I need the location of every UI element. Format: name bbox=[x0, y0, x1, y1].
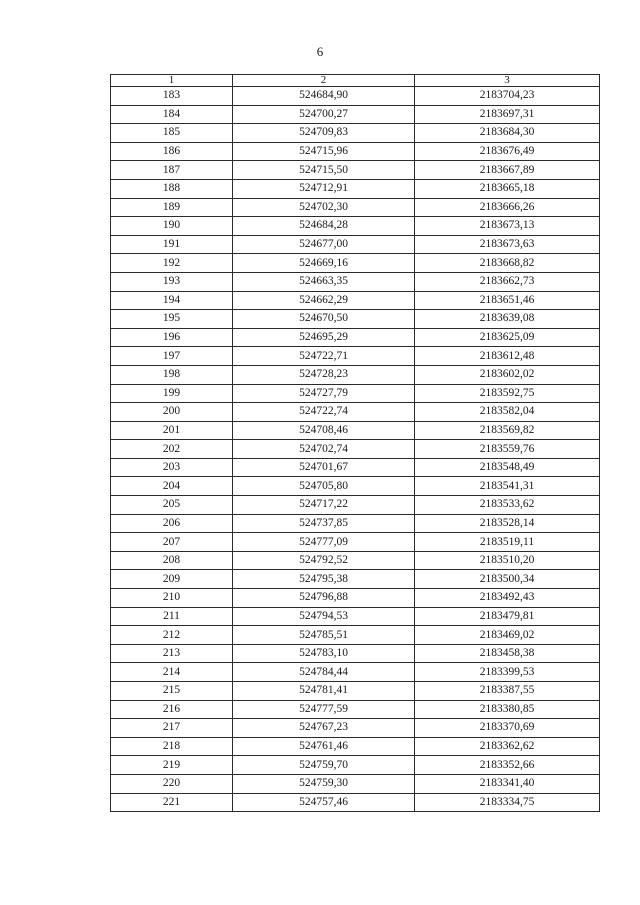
table-row bbox=[111, 719, 600, 738]
cell-y-coordinate: 2183569,82 bbox=[415, 421, 600, 440]
table-row bbox=[111, 403, 600, 422]
page-number: 6 bbox=[316, 44, 324, 59]
cell-x-coordinate: 524727,79 bbox=[233, 384, 415, 403]
table-row bbox=[111, 142, 600, 161]
table-row bbox=[111, 235, 600, 254]
cell-y-coordinate: 2183612,48 bbox=[415, 347, 600, 366]
cell-point-number: 217 bbox=[111, 719, 233, 738]
table-row bbox=[111, 682, 600, 701]
cell-point-number: 200 bbox=[111, 403, 233, 422]
table-row bbox=[111, 663, 600, 682]
cell-x-coordinate: 524767,23 bbox=[233, 719, 415, 738]
cell-point-number: 188 bbox=[111, 179, 233, 198]
cell-y-coordinate: 2183399,53 bbox=[415, 663, 600, 682]
cell-y-coordinate: 2183666,26 bbox=[415, 198, 600, 217]
cell-y-coordinate: 2183519,11 bbox=[415, 533, 600, 552]
table-row bbox=[111, 87, 600, 106]
table-row bbox=[111, 774, 600, 793]
cell-y-coordinate: 2183697,31 bbox=[415, 105, 600, 124]
cell-y-coordinate: 2183492,43 bbox=[415, 589, 600, 608]
cell-y-coordinate: 2183668,82 bbox=[415, 254, 600, 273]
cell-y-coordinate: 2183582,04 bbox=[415, 403, 600, 422]
cell-x-coordinate: 524700,27 bbox=[233, 105, 415, 124]
cell-x-coordinate: 524701,67 bbox=[233, 458, 415, 477]
table-row bbox=[111, 700, 600, 719]
header-cell-x: 2 bbox=[233, 75, 415, 87]
cell-x-coordinate: 524662,29 bbox=[233, 291, 415, 310]
cell-point-number: 204 bbox=[111, 477, 233, 496]
cell-x-coordinate: 524737,85 bbox=[233, 514, 415, 533]
table-row bbox=[111, 514, 600, 533]
cell-y-coordinate: 2183469,02 bbox=[415, 626, 600, 645]
cell-x-coordinate: 524702,30 bbox=[233, 198, 415, 217]
cell-point-number: 183 bbox=[111, 87, 233, 106]
table-row bbox=[111, 458, 600, 477]
table-header bbox=[111, 75, 600, 87]
table-row bbox=[111, 384, 600, 403]
table-row bbox=[111, 105, 600, 124]
cell-y-coordinate: 2183559,76 bbox=[415, 440, 600, 459]
cell-point-number: 192 bbox=[111, 254, 233, 273]
cell-x-coordinate: 524722,74 bbox=[233, 403, 415, 422]
cell-point-number: 219 bbox=[111, 756, 233, 775]
cell-point-number: 189 bbox=[111, 198, 233, 217]
cell-point-number: 221 bbox=[111, 793, 233, 812]
cell-y-coordinate: 2183352,66 bbox=[415, 756, 600, 775]
cell-y-coordinate: 2183548,49 bbox=[415, 458, 600, 477]
cell-point-number: 196 bbox=[111, 328, 233, 347]
cell-y-coordinate: 2183362,62 bbox=[415, 737, 600, 756]
cell-y-coordinate: 2183458,38 bbox=[415, 644, 600, 663]
cell-point-number: 203 bbox=[111, 458, 233, 477]
cell-y-coordinate: 2183341,40 bbox=[415, 774, 600, 793]
table-row bbox=[111, 291, 600, 310]
cell-x-coordinate: 524684,90 bbox=[233, 87, 415, 106]
cell-y-coordinate: 2183665,18 bbox=[415, 179, 600, 198]
cell-x-coordinate: 524781,41 bbox=[233, 682, 415, 701]
table-row bbox=[111, 328, 600, 347]
cell-y-coordinate: 2183639,08 bbox=[415, 310, 600, 329]
cell-y-coordinate: 2183387,55 bbox=[415, 682, 600, 701]
cell-y-coordinate: 2183676,49 bbox=[415, 142, 600, 161]
cell-y-coordinate: 2183541,31 bbox=[415, 477, 600, 496]
table-row bbox=[111, 254, 600, 273]
cell-y-coordinate: 2183370,69 bbox=[415, 719, 600, 738]
cell-point-number: 209 bbox=[111, 570, 233, 589]
cell-point-number: 210 bbox=[111, 589, 233, 608]
cell-point-number: 195 bbox=[111, 310, 233, 329]
table-row bbox=[111, 589, 600, 608]
table-row bbox=[111, 793, 600, 812]
cell-point-number: 213 bbox=[111, 644, 233, 663]
cell-point-number: 185 bbox=[111, 124, 233, 143]
table-body bbox=[111, 87, 600, 812]
cell-point-number: 216 bbox=[111, 700, 233, 719]
table-row bbox=[111, 310, 600, 329]
cell-x-coordinate: 524795,38 bbox=[233, 570, 415, 589]
cell-y-coordinate: 2183673,63 bbox=[415, 235, 600, 254]
table-row bbox=[111, 421, 600, 440]
cell-y-coordinate: 2183673,13 bbox=[415, 217, 600, 236]
cell-x-coordinate: 524715,96 bbox=[233, 142, 415, 161]
table-row bbox=[111, 551, 600, 570]
cell-y-coordinate: 2183380,85 bbox=[415, 700, 600, 719]
cell-point-number: 211 bbox=[111, 607, 233, 626]
cell-x-coordinate: 524722,71 bbox=[233, 347, 415, 366]
cell-x-coordinate: 524783,10 bbox=[233, 644, 415, 663]
cell-y-coordinate: 2183592,75 bbox=[415, 384, 600, 403]
cell-point-number: 194 bbox=[111, 291, 233, 310]
table-row bbox=[111, 533, 600, 552]
cell-y-coordinate: 2183704,23 bbox=[415, 87, 600, 106]
table-row bbox=[111, 347, 600, 366]
cell-point-number: 198 bbox=[111, 365, 233, 384]
cell-point-number: 199 bbox=[111, 384, 233, 403]
cell-x-coordinate: 524708,46 bbox=[233, 421, 415, 440]
cell-x-coordinate: 524669,16 bbox=[233, 254, 415, 273]
header-row bbox=[111, 75, 600, 87]
cell-x-coordinate: 524792,52 bbox=[233, 551, 415, 570]
cell-x-coordinate: 524761,46 bbox=[233, 737, 415, 756]
cell-point-number: 184 bbox=[111, 105, 233, 124]
table-row bbox=[111, 644, 600, 663]
cell-point-number: 205 bbox=[111, 496, 233, 515]
table-row bbox=[111, 272, 600, 291]
cell-point-number: 193 bbox=[111, 272, 233, 291]
cell-x-coordinate: 524670,50 bbox=[233, 310, 415, 329]
cell-x-coordinate: 524677,00 bbox=[233, 235, 415, 254]
table-row bbox=[111, 496, 600, 515]
cell-point-number: 214 bbox=[111, 663, 233, 682]
cell-x-coordinate: 524785,51 bbox=[233, 626, 415, 645]
cell-x-coordinate: 524715,50 bbox=[233, 161, 415, 180]
cell-y-coordinate: 2183500,34 bbox=[415, 570, 600, 589]
cell-point-number: 190 bbox=[111, 217, 233, 236]
cell-point-number: 187 bbox=[111, 161, 233, 180]
cell-point-number: 201 bbox=[111, 421, 233, 440]
table-row bbox=[111, 440, 600, 459]
cell-x-coordinate: 524663,35 bbox=[233, 272, 415, 291]
cell-y-coordinate: 2183479,81 bbox=[415, 607, 600, 626]
header-cell-point-number: 1 bbox=[111, 75, 233, 87]
cell-x-coordinate: 524705,80 bbox=[233, 477, 415, 496]
cell-x-coordinate: 524757,46 bbox=[233, 793, 415, 812]
table-row bbox=[111, 756, 600, 775]
cell-x-coordinate: 524709,83 bbox=[233, 124, 415, 143]
cell-point-number: 212 bbox=[111, 626, 233, 645]
table-row bbox=[111, 570, 600, 589]
cell-y-coordinate: 2183510,20 bbox=[415, 551, 600, 570]
cell-point-number: 206 bbox=[111, 514, 233, 533]
cell-point-number: 207 bbox=[111, 533, 233, 552]
cell-point-number: 202 bbox=[111, 440, 233, 459]
cell-point-number: 186 bbox=[111, 142, 233, 161]
cell-x-coordinate: 524794,53 bbox=[233, 607, 415, 626]
table-row bbox=[111, 626, 600, 645]
cell-y-coordinate: 2183662,73 bbox=[415, 272, 600, 291]
cell-y-coordinate: 2183667,89 bbox=[415, 161, 600, 180]
cell-x-coordinate: 524684,28 bbox=[233, 217, 415, 236]
cell-x-coordinate: 524759,30 bbox=[233, 774, 415, 793]
table-row bbox=[111, 124, 600, 143]
cell-x-coordinate: 524796,88 bbox=[233, 589, 415, 608]
cell-x-coordinate: 524717,22 bbox=[233, 496, 415, 515]
coordinates-table bbox=[110, 74, 600, 812]
cell-x-coordinate: 524759,70 bbox=[233, 756, 415, 775]
table-row bbox=[111, 198, 600, 217]
cell-x-coordinate: 524728,23 bbox=[233, 365, 415, 384]
cell-x-coordinate: 524695,29 bbox=[233, 328, 415, 347]
cell-x-coordinate: 524777,09 bbox=[233, 533, 415, 552]
cell-point-number: 197 bbox=[111, 347, 233, 366]
cell-point-number: 208 bbox=[111, 551, 233, 570]
table-row bbox=[111, 737, 600, 756]
cell-x-coordinate: 524784,44 bbox=[233, 663, 415, 682]
table-row bbox=[111, 179, 600, 198]
cell-x-coordinate: 524712,91 bbox=[233, 179, 415, 198]
table-row bbox=[111, 365, 600, 384]
cell-point-number: 191 bbox=[111, 235, 233, 254]
cell-y-coordinate: 2183684,30 bbox=[415, 124, 600, 143]
cell-x-coordinate: 524702,74 bbox=[233, 440, 415, 459]
header-cell-y: 3 bbox=[415, 75, 600, 87]
cell-x-coordinate: 524777,59 bbox=[233, 700, 415, 719]
cell-y-coordinate: 2183334,75 bbox=[415, 793, 600, 812]
cell-y-coordinate: 2183651,46 bbox=[415, 291, 600, 310]
cell-y-coordinate: 2183625,09 bbox=[415, 328, 600, 347]
cell-y-coordinate: 2183602,02 bbox=[415, 365, 600, 384]
table-row bbox=[111, 477, 600, 496]
cell-point-number: 215 bbox=[111, 682, 233, 701]
cell-y-coordinate: 2183533,62 bbox=[415, 496, 600, 515]
cell-y-coordinate: 2183528,14 bbox=[415, 514, 600, 533]
table-row bbox=[111, 217, 600, 236]
cell-point-number: 220 bbox=[111, 774, 233, 793]
table-row bbox=[111, 607, 600, 626]
table-row bbox=[111, 161, 600, 180]
cell-point-number: 218 bbox=[111, 737, 233, 756]
